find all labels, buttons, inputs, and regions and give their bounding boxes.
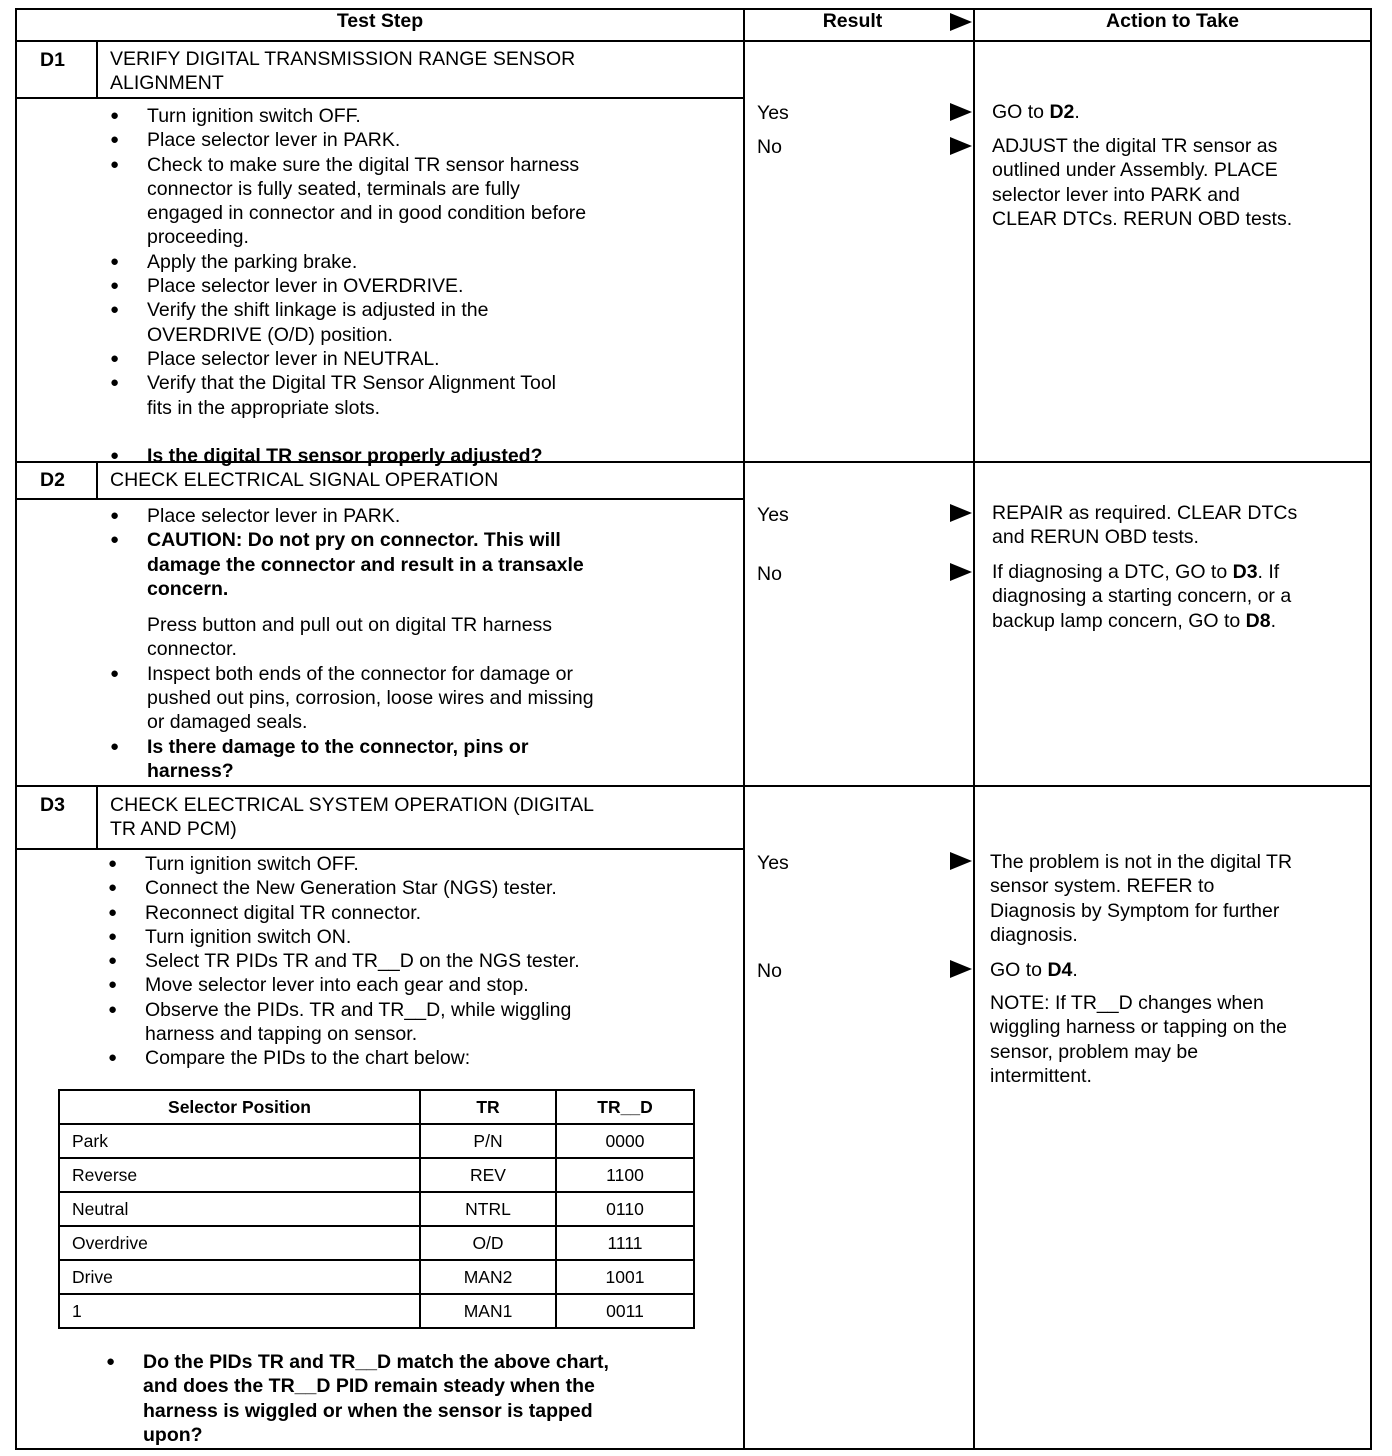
step-instructions xyxy=(110,504,594,783)
instruction: ● Verify that the Digital TR Sensor Alignment Tool fits in the appropriate slots. xyxy=(110,371,586,420)
action-note: NOTE: If TR__D changes when wiggling harness or tapping on the sensor, problem may be intermittent. xyxy=(990,992,1288,1087)
action-no xyxy=(992,560,1291,633)
step-title: VERIFY DIGITAL TRANSMISSION RANGE SENSOR ALIGNMENT xyxy=(110,48,576,95)
step-instructions xyxy=(108,852,580,1071)
step-reference: D8 xyxy=(1245,609,1271,632)
step-question: ● Is there damage to the connector, pins or harness? xyxy=(110,735,594,784)
instruction: ● Turn ignition switch ON. xyxy=(108,925,580,949)
action-text: GO to xyxy=(990,959,1048,981)
action-yes: REPAIR as required. CLEAR DTCs and RERUN OBD tests. xyxy=(992,502,1298,549)
divider xyxy=(15,40,1372,42)
step-title: CHECK ELECTRICAL SIGNAL OPERATION xyxy=(110,469,499,491)
arrow-icon xyxy=(950,960,972,978)
arrow-icon xyxy=(950,504,972,522)
action-text: . If diagnosing a starting concern, or a backup lamp concern, GO to xyxy=(992,561,1292,632)
header-test-step: Test Step xyxy=(336,10,424,32)
arrow-icon xyxy=(950,137,972,155)
divider xyxy=(15,498,745,500)
instruction: ● Inspect both ends of the connector for damage or pushed out pins, corrosion, loose wires and missing or damaged seals. xyxy=(110,662,594,735)
divider xyxy=(15,1448,1372,1450)
divider xyxy=(15,848,745,850)
column-header: TR__D xyxy=(556,1090,694,1124)
instruction: ● Connect the New Generation Star (NGS) tester. xyxy=(108,876,580,900)
instruction: ● Place selector lever in PARK. xyxy=(110,504,594,528)
action-text: . xyxy=(1074,101,1080,123)
step-reference: D3 xyxy=(1232,561,1258,583)
action-text: . xyxy=(1270,609,1276,632)
column-header: Selector Position xyxy=(59,1090,420,1124)
divider xyxy=(15,97,745,99)
instruction: ● Place selector lever in OVERDRIVE. xyxy=(110,274,586,298)
action-text: . xyxy=(1072,959,1078,981)
cell: REV xyxy=(420,1158,556,1192)
table-header-row xyxy=(59,1090,694,1124)
cell: Park xyxy=(59,1124,420,1158)
result-no: No xyxy=(757,136,782,158)
instruction: ● Apply the parking brake. xyxy=(110,250,586,274)
instruction: ● Select TR PIDs TR and TR__D on the NGS tester. xyxy=(108,949,580,973)
instruction: ● Move selector lever into each gear and stop. xyxy=(108,973,580,997)
cell: Reverse xyxy=(59,1158,420,1192)
cell: 1100 xyxy=(556,1158,694,1192)
step-instructions xyxy=(110,104,586,468)
cell: 1001 xyxy=(556,1260,694,1294)
result-yes: Yes xyxy=(757,852,789,874)
arrow-icon xyxy=(950,103,972,121)
cell: O/D xyxy=(420,1226,556,1260)
divider xyxy=(96,785,98,849)
cell: 1111 xyxy=(556,1226,694,1260)
step-id: D3 xyxy=(40,794,65,816)
step-question: ● Is the digital TR sensor properly adjusted? xyxy=(110,444,586,468)
cell: Overdrive xyxy=(59,1226,420,1260)
step-id: D2 xyxy=(40,469,65,491)
divider xyxy=(96,40,98,98)
cell: 0011 xyxy=(556,1294,694,1328)
cell: Neutral xyxy=(59,1192,420,1226)
table-row xyxy=(59,1124,694,1158)
result-no: No xyxy=(757,960,782,982)
instruction: ● Verify the shift linkage is adjusted in the OVERDRIVE (O/D) position. xyxy=(110,298,586,347)
arrow-icon xyxy=(950,13,972,31)
instruction: ● Compare the PIDs to the chart below: xyxy=(108,1046,580,1070)
result-no: No xyxy=(757,563,782,585)
action-text: If diagnosing a DTC, GO to xyxy=(992,561,1233,583)
cell: MAN1 xyxy=(420,1294,556,1328)
header-result: Result xyxy=(822,10,883,32)
cell: 0000 xyxy=(556,1124,694,1158)
action-yes: The problem is not in the digital TR sensor system. REFER to Diagnosis by Symptom for further diagnosis. xyxy=(990,851,1293,946)
action-yes xyxy=(992,100,1080,124)
step-question-list xyxy=(106,1350,609,1447)
result-yes: Yes xyxy=(757,504,789,526)
header-action: Action to Take xyxy=(1106,10,1239,32)
step-reference: D2 xyxy=(1049,101,1075,123)
step-question: ● Do the PIDs TR and TR__D match the above chart, and does the TR__D PID remain steady when the harness is wiggled or when the sensor is tapped upon? xyxy=(106,1350,609,1447)
instruction: ● Place selector lever in PARK. xyxy=(110,128,586,152)
cell: 0110 xyxy=(556,1192,694,1226)
step-reference: D4 xyxy=(1047,959,1073,981)
arrow-icon xyxy=(950,852,972,870)
cell: 1 xyxy=(59,1294,420,1328)
divider xyxy=(15,785,1372,787)
divider xyxy=(15,8,17,1450)
table-row xyxy=(59,1294,694,1328)
result-yes: Yes xyxy=(757,102,789,124)
pid-table xyxy=(58,1089,695,1329)
step-title: CHECK ELECTRICAL SYSTEM OPERATION (DIGITAL TR AND PCM) xyxy=(110,794,594,841)
instruction: ● Place selector lever in NEUTRAL. xyxy=(110,347,586,371)
action-no xyxy=(990,958,1078,982)
instruction: ● Reconnect digital TR connector. xyxy=(108,901,580,925)
arrow-icon xyxy=(950,563,972,581)
instruction: ● Turn ignition switch OFF. xyxy=(108,852,580,876)
cell: NTRL xyxy=(420,1192,556,1226)
instruction: ● Observe the PIDs. TR and TR__D, while wiggling harness and tapping on sensor. xyxy=(108,998,580,1047)
cell: MAN2 xyxy=(420,1260,556,1294)
instruction: Press button and pull out on digital TR harness connector. xyxy=(147,614,553,661)
column-header: TR xyxy=(420,1090,556,1124)
cell: Drive xyxy=(59,1260,420,1294)
instruction: ● Check to make sure the digital TR sensor harness connector is fully seated, terminals are fully engaged in connector and in good condition before proceeding. xyxy=(110,153,586,250)
table-row xyxy=(59,1260,694,1294)
divider xyxy=(1370,8,1372,1450)
cell: P/N xyxy=(420,1124,556,1158)
step-id: D1 xyxy=(40,49,65,71)
table-row xyxy=(59,1192,694,1226)
table-row xyxy=(59,1158,694,1192)
divider xyxy=(96,461,98,499)
divider xyxy=(973,8,975,1450)
action-no: ADJUST the digital TR sensor as outlined under Assembly. PLACE selector lever into PARK and CLEAR DTCs. RERUN OBD tests. xyxy=(992,135,1293,230)
table-row xyxy=(59,1226,694,1260)
instruction: ● Turn ignition switch OFF. xyxy=(110,104,586,128)
caution: ● CAUTION: Do not pry on connector. This will damage the connector and result in a transaxle concern. xyxy=(110,528,594,601)
action-text: GO to xyxy=(992,101,1050,123)
divider xyxy=(743,8,745,1450)
